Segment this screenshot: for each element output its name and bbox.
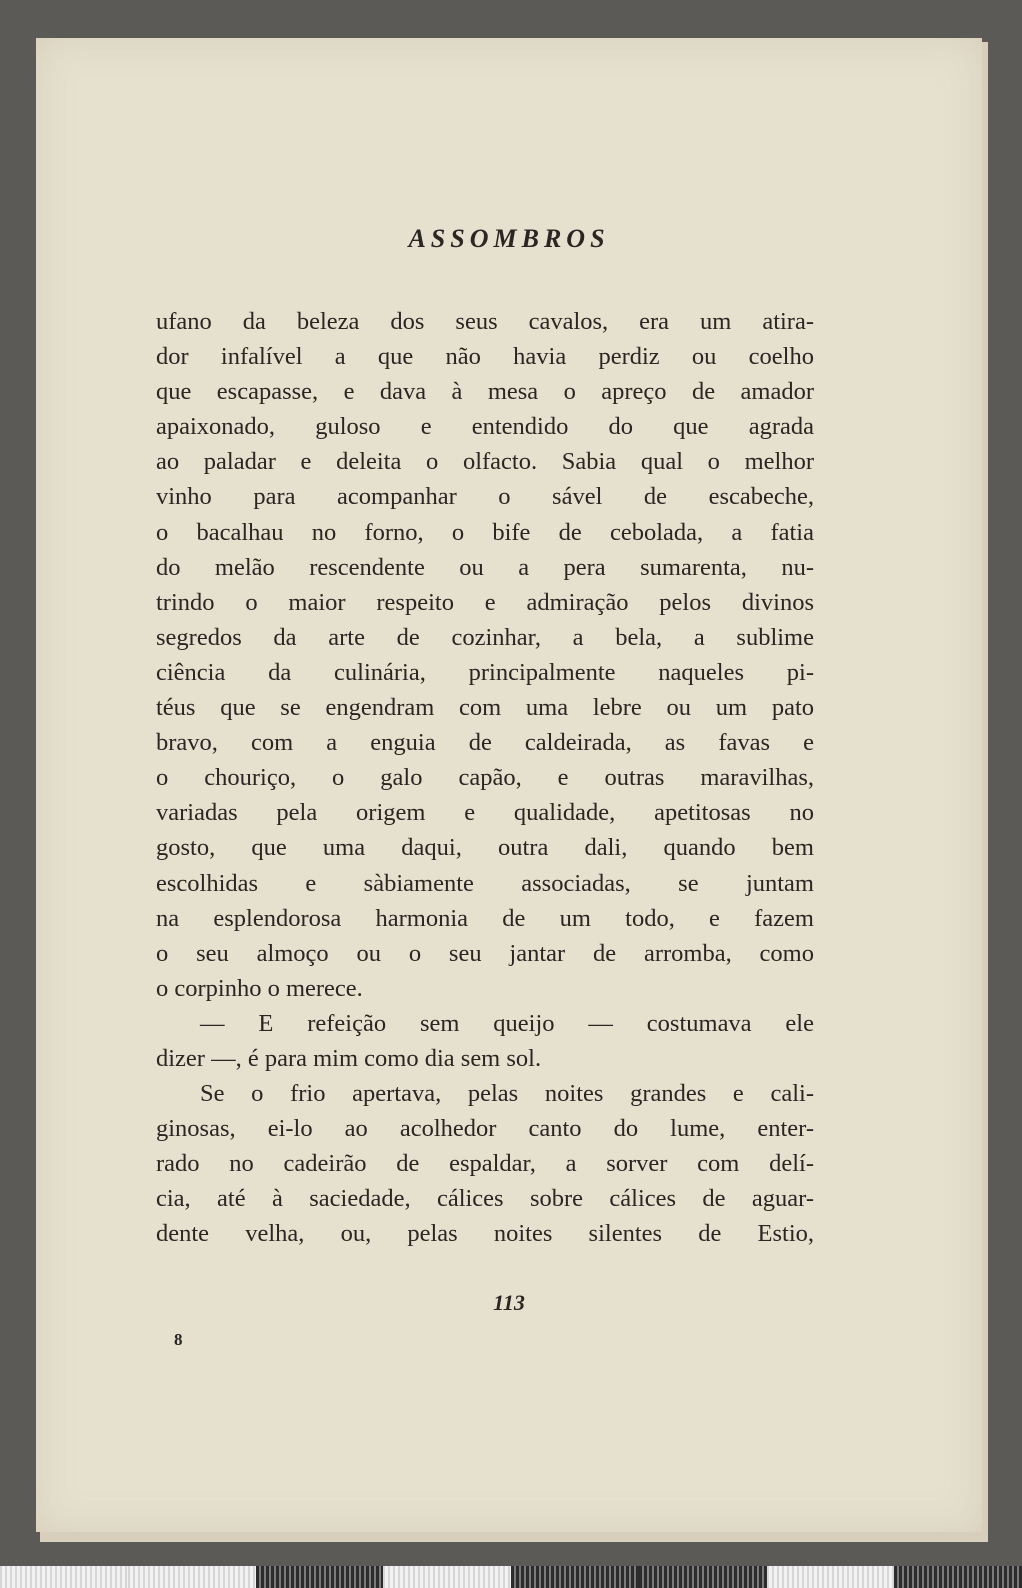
scale-segment	[256, 1566, 384, 1588]
text-line: ciência da culinária, principalmente naqueles pi-	[156, 658, 814, 686]
scale-segment	[639, 1566, 767, 1588]
scale-segment	[511, 1566, 639, 1588]
text-line: gosto, que uma daqui, outra dali, quando bem	[156, 834, 814, 862]
book-page	[36, 38, 982, 1532]
text-line: o corpinho o merece.	[156, 974, 363, 1002]
text-line: o chouriço, o galo capão, e outras maravilhas,	[156, 764, 814, 792]
text-line: ufano da beleza dos seus cavalos, era um atira-	[156, 308, 814, 335]
text-line: que escapasse, e dava à mesa o apreço de amador	[156, 378, 814, 406]
text-line: — E refeição sem queijo — costumava ele	[200, 1009, 814, 1037]
text-line: o seu almoço ou o seu jantar de arromba, como	[156, 939, 814, 967]
signature-mark: 8	[174, 1330, 183, 1349]
text-line: na esplendorosa harmonia de um todo, e fazem	[156, 904, 814, 932]
page-number: 113	[493, 1290, 525, 1315]
text-line: apaixonado, guloso e entendido do que agrada	[156, 413, 814, 441]
text-line: o bacalhau no forno, o bife de cebolada, a fatia	[156, 518, 814, 546]
scan-scale-bar	[0, 1566, 1022, 1588]
text-line: variadas pela origem e qualidade, apetitosas no	[156, 799, 814, 827]
text-line: rado no cadeirão de espaldar, a sorver com delí-	[156, 1150, 814, 1178]
text-line: dizer —, é para mim como dia sem sol.	[156, 1044, 542, 1072]
scale-segment	[767, 1566, 895, 1588]
text-line: téus que se engendram com uma lebre ou um pato	[156, 694, 814, 722]
body-text	[156, 304, 814, 1252]
text-line: dente velha, ou, pelas noites silentes de Estio,	[156, 1220, 814, 1248]
text-line: escolhidas e sàbiamente associadas, se juntam	[156, 869, 814, 897]
text-line: cia, até à saciedade, cálices sobre cálices de aguar-	[156, 1185, 814, 1213]
scale-segment	[0, 1566, 128, 1588]
text-line: ao paladar e deleita o olfacto. Sabia qual o melhor	[156, 448, 814, 476]
text-line: trindo o maior respeito e admiração pelos divinos	[156, 588, 814, 616]
text-line: Se o frio apertava, pelas noites grandes e cali-	[200, 1080, 814, 1108]
text-line: vinho para acompanhar o sável de escabeche,	[156, 483, 814, 511]
text-line: segredos da arte de cozinhar, a bela, a sublime	[156, 623, 814, 651]
scale-segment	[894, 1566, 1022, 1588]
running-head: ASSOMBROS	[408, 224, 610, 253]
text-line: dor infalível a que não havia perdiz ou coelho	[156, 343, 814, 371]
text-line: ginosas, ei-lo ao acolhedor canto do lume, enter-	[156, 1115, 814, 1143]
scale-segment	[383, 1566, 511, 1588]
scale-segment	[128, 1566, 256, 1588]
text-line: bravo, com a enguia de caldeirada, as favas e	[156, 729, 814, 757]
text-line: do melão rescendente ou a pera sumarenta, nu-	[156, 553, 814, 581]
